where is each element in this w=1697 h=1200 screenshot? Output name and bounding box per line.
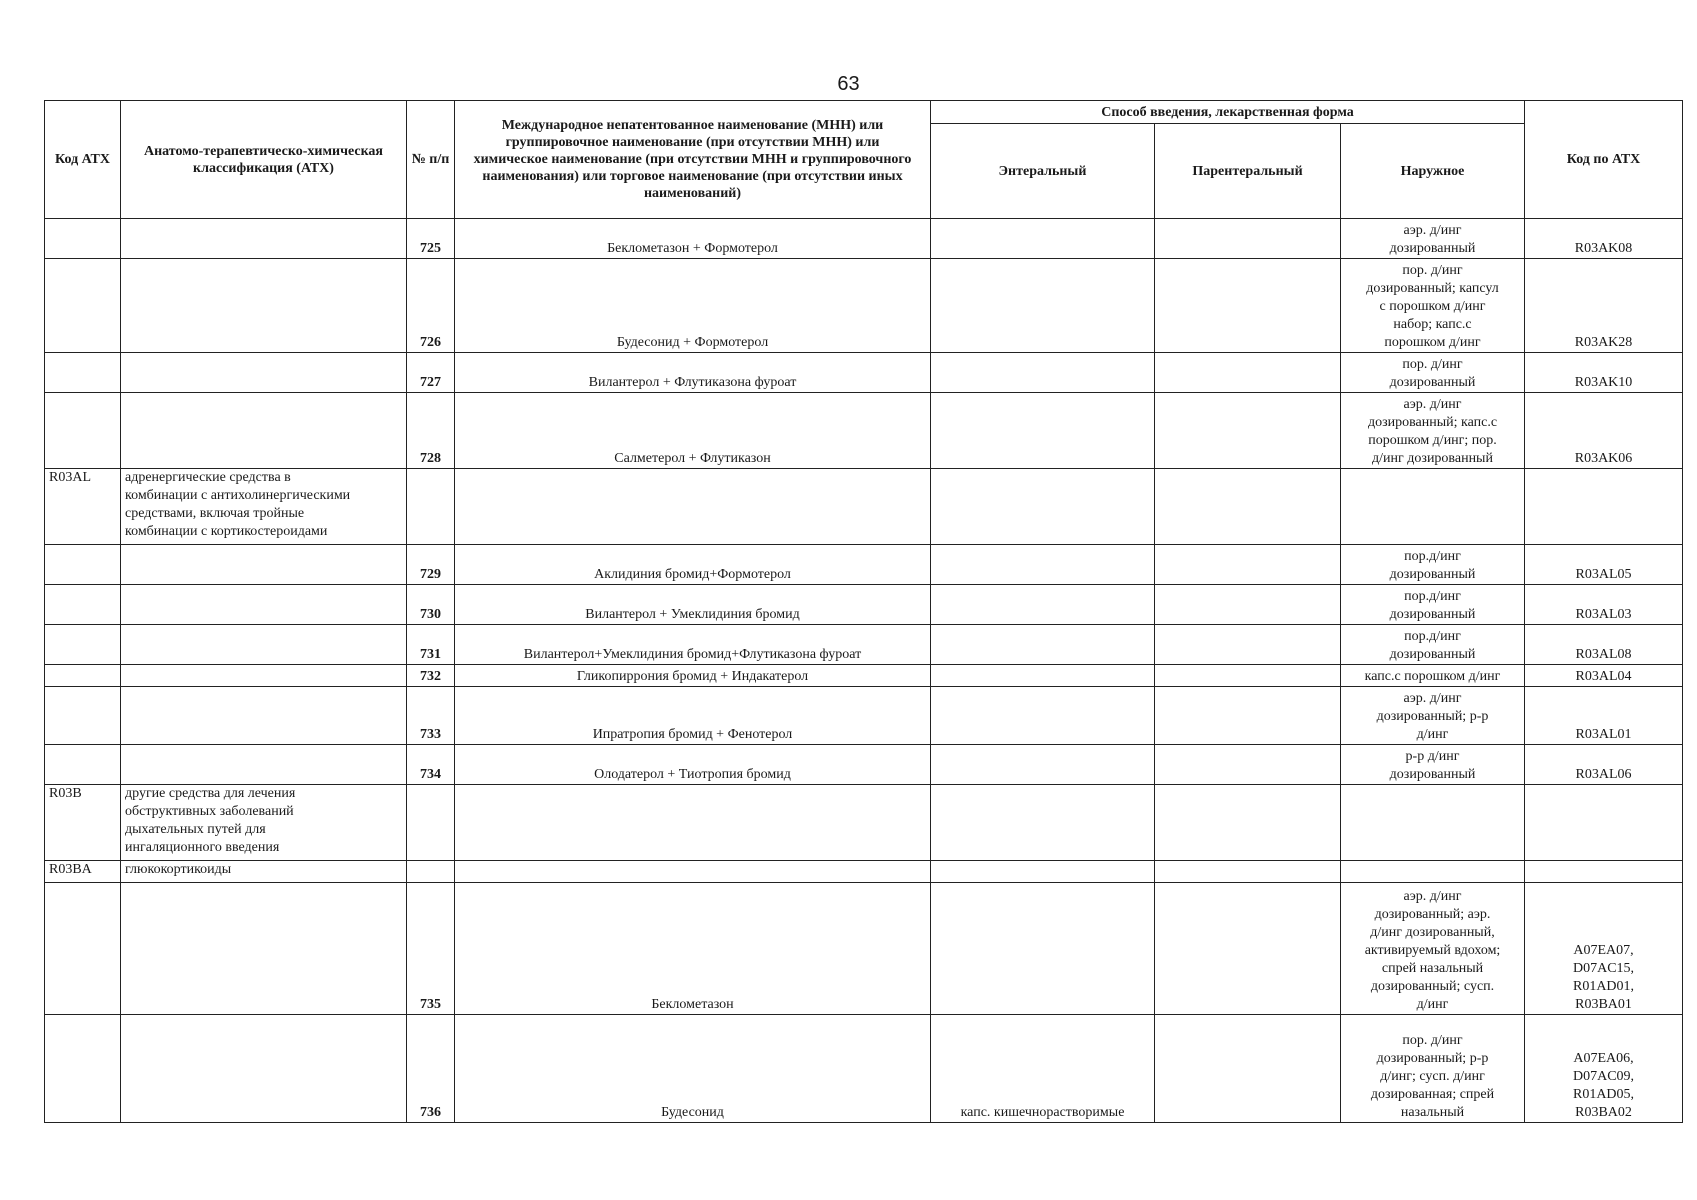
table-row xyxy=(45,665,1683,687)
cell-number: 733 xyxy=(407,687,455,745)
cell-enteral xyxy=(931,665,1155,687)
external-line: дозированный; р-р xyxy=(1376,709,1489,724)
cell-atc xyxy=(1525,625,1683,665)
cell-enteral xyxy=(931,353,1155,393)
external-line: д/инг xyxy=(1416,997,1449,1012)
cell-number: 735 xyxy=(407,883,455,1015)
cell-atc xyxy=(1525,469,1683,545)
external-line: спрей назальный xyxy=(1381,961,1484,976)
cell-atc xyxy=(1525,219,1683,259)
external-line: д/инг xyxy=(1416,727,1449,742)
cell-enteral xyxy=(931,259,1155,353)
cell-external xyxy=(1341,469,1525,545)
table-body xyxy=(45,219,1683,1123)
cell-number xyxy=(407,785,455,861)
external-line: с порошком д/инг xyxy=(1379,299,1486,314)
cell-number: 727 xyxy=(407,353,455,393)
external-line: дозированный xyxy=(1389,567,1476,582)
external-line: д/инг дозированный, xyxy=(1370,925,1495,940)
atc-line: R03AK10 xyxy=(1574,375,1633,390)
table-row xyxy=(45,745,1683,785)
atc-line: R01AD01, xyxy=(1572,979,1635,994)
table-row xyxy=(45,785,1683,861)
cell-atc xyxy=(1525,1015,1683,1123)
cell-external xyxy=(1341,219,1525,259)
cell-atc xyxy=(1525,687,1683,745)
cell-classification xyxy=(121,545,407,585)
cell-parenteral xyxy=(1155,469,1341,545)
atc-line: R03AK06 xyxy=(1574,451,1633,466)
classification-line: адренергические средства в xyxy=(125,470,291,485)
cell-code: R03AL xyxy=(45,469,121,545)
table-row xyxy=(45,625,1683,665)
cell-number: 729 xyxy=(407,545,455,585)
cell-atc xyxy=(1525,259,1683,353)
cell-classification xyxy=(121,1015,407,1123)
header-row xyxy=(45,101,1683,124)
cell-external xyxy=(1341,861,1525,883)
cell-parenteral xyxy=(1155,393,1341,469)
cell-external xyxy=(1341,393,1525,469)
cell-name: Аклидиния бромид+Формотерол xyxy=(455,545,931,585)
cell-external xyxy=(1341,883,1525,1015)
external-line: д/инг; сусп. д/инг xyxy=(1380,1069,1485,1084)
cell-code xyxy=(45,219,121,259)
cell-classification xyxy=(121,353,407,393)
atc-line: R03AL01 xyxy=(1575,727,1632,742)
cell-code: R03B xyxy=(45,785,121,861)
atc-line: A07EA06, xyxy=(1573,1051,1634,1066)
cell-atc xyxy=(1525,353,1683,393)
external-line: дозированный; аэр. xyxy=(1374,907,1491,922)
cell-classification xyxy=(121,393,407,469)
cell-enteral xyxy=(931,861,1155,883)
cell-external xyxy=(1341,745,1525,785)
table-row xyxy=(45,1015,1683,1123)
cell-atc xyxy=(1525,861,1683,883)
classification-line: дыхательных путей для xyxy=(125,822,266,837)
cell-external xyxy=(1341,1015,1525,1123)
cell-classification xyxy=(121,469,407,545)
header-number: № п/п xyxy=(407,101,455,219)
atc-line: R03AK08 xyxy=(1574,241,1633,256)
external-line: дозированный xyxy=(1389,607,1476,622)
external-line: активируемый вдохом; xyxy=(1364,943,1501,958)
table-row xyxy=(45,687,1683,745)
cell-external xyxy=(1341,585,1525,625)
cell-external xyxy=(1341,259,1525,353)
header-external: Наружное xyxy=(1341,124,1525,219)
external-line: д/инг дозированный xyxy=(1372,451,1493,466)
page-number: 63 xyxy=(837,73,860,95)
atc-line: D07AC15, xyxy=(1572,961,1635,976)
classification-line: ингаляционного введения xyxy=(125,840,280,855)
cell-name: Будесонид xyxy=(455,1015,931,1123)
cell-parenteral xyxy=(1155,665,1341,687)
cell-number: 732 xyxy=(407,665,455,687)
cell-external xyxy=(1341,785,1525,861)
cell-name: Вилантерол+Умеклидиния бромид+Флутиказона фуроат xyxy=(455,625,931,665)
external-line: пор.д/инг xyxy=(1404,589,1461,604)
cell-classification xyxy=(121,625,407,665)
atc-line: A07EA07, xyxy=(1573,943,1634,958)
cell-code xyxy=(45,687,121,745)
atc-line: R03AK28 xyxy=(1574,335,1633,350)
cell-classification xyxy=(121,259,407,353)
atc-line: R03AL05 xyxy=(1575,567,1632,582)
external-line: аэр. д/инг xyxy=(1403,889,1462,904)
external-line: пор. д/инг xyxy=(1402,357,1463,372)
cell-code xyxy=(45,1015,121,1123)
cell-parenteral xyxy=(1155,883,1341,1015)
header-route-group: Способ введения, лекарственная форма xyxy=(931,101,1525,124)
cell-number: 736 xyxy=(407,1015,455,1123)
cell-number xyxy=(407,861,455,883)
cell-enteral xyxy=(931,219,1155,259)
cell-enteral xyxy=(931,393,1155,469)
cell-code xyxy=(45,393,121,469)
external-line: аэр. д/инг xyxy=(1403,397,1462,412)
external-line: пор.д/инг xyxy=(1404,549,1461,564)
table-row xyxy=(45,259,1683,353)
classification-line: средствами, включая тройные xyxy=(125,506,305,521)
cell-classification xyxy=(121,665,407,687)
external-line: пор.д/инг xyxy=(1404,629,1461,644)
cell-number xyxy=(407,469,455,545)
cell-atc xyxy=(1525,585,1683,625)
cell-parenteral xyxy=(1155,745,1341,785)
cell-name xyxy=(455,861,931,883)
table-row xyxy=(45,545,1683,585)
cell-enteral xyxy=(931,745,1155,785)
external-line: порошком д/инг xyxy=(1384,335,1481,350)
cell-code xyxy=(45,745,121,785)
cell-number: 730 xyxy=(407,585,455,625)
atc-line: R03AL04 xyxy=(1575,669,1632,684)
cell-atc xyxy=(1525,785,1683,861)
atc-line: R03AL08 xyxy=(1575,647,1632,662)
external-line: пор. д/инг xyxy=(1402,263,1463,278)
cell-external xyxy=(1341,687,1525,745)
external-line: дозированный; капсул xyxy=(1366,281,1499,296)
table-row xyxy=(45,469,1683,545)
cell-enteral xyxy=(931,585,1155,625)
cell-code xyxy=(45,883,121,1015)
cell-classification xyxy=(121,585,407,625)
cell-code xyxy=(45,585,121,625)
cell-classification xyxy=(121,219,407,259)
cell-parenteral xyxy=(1155,861,1341,883)
cell-enteral: капс. кишечнорастворимые xyxy=(931,1015,1155,1123)
classification-line: обструктивных заболеваний xyxy=(125,804,294,819)
atc-line: R03BA01 xyxy=(1575,997,1632,1012)
header-parenteral: Парентеральный xyxy=(1155,124,1341,219)
external-line: аэр. д/инг xyxy=(1403,223,1462,238)
cell-name: Гликопиррония бромид + Индакатерол xyxy=(455,665,931,687)
external-line: дозированный xyxy=(1389,767,1476,782)
table-row xyxy=(45,219,1683,259)
cell-atc xyxy=(1525,393,1683,469)
cell-enteral xyxy=(931,883,1155,1015)
cell-parenteral xyxy=(1155,1015,1341,1123)
cell-external xyxy=(1341,545,1525,585)
table-row xyxy=(45,883,1683,1015)
cell-name: Беклометазон + Формотерол xyxy=(455,219,931,259)
cell-number: 725 xyxy=(407,219,455,259)
header-classification: Анатомо-терапевтическо-химическая классификация (АТХ) xyxy=(121,101,407,219)
cell-name: Салметерол + Флутиказон xyxy=(455,393,931,469)
cell-code xyxy=(45,545,121,585)
classification-line: глюкокортикоиды xyxy=(125,862,232,877)
external-line: р-р д/инг xyxy=(1405,749,1460,764)
cell-external xyxy=(1341,625,1525,665)
header-enteral: Энтеральный xyxy=(931,124,1155,219)
atc-line: R03AL03 xyxy=(1575,607,1632,622)
atx-table xyxy=(44,100,1683,1123)
cell-atc xyxy=(1525,545,1683,585)
cell-parenteral xyxy=(1155,785,1341,861)
cell-enteral xyxy=(931,469,1155,545)
external-line: порошком д/инг; пор. xyxy=(1368,433,1497,448)
atc-line: R03BA02 xyxy=(1575,1105,1632,1120)
external-line: дозированный xyxy=(1389,647,1476,662)
cell-name xyxy=(455,785,931,861)
cell-name xyxy=(455,469,931,545)
table-row xyxy=(45,353,1683,393)
atc-line: R01AD05, xyxy=(1572,1087,1635,1102)
cell-number: 731 xyxy=(407,625,455,665)
external-line: назальный xyxy=(1400,1105,1465,1120)
cell-name: Вилантерол + Флутиказона фуроат xyxy=(455,353,931,393)
cell-number: 734 xyxy=(407,745,455,785)
cell-number: 728 xyxy=(407,393,455,469)
cell-name: Будесонид + Формотерол xyxy=(455,259,931,353)
external-line: пор. д/инг xyxy=(1402,1033,1463,1048)
cell-parenteral xyxy=(1155,259,1341,353)
cell-classification xyxy=(121,745,407,785)
external-line: дозированный xyxy=(1389,241,1476,256)
cell-name: Олодатерол + Тиотропия бромид xyxy=(455,745,931,785)
external-line: дозированный xyxy=(1389,375,1476,390)
cell-enteral xyxy=(931,687,1155,745)
cell-classification xyxy=(121,861,407,883)
classification-line: другие средства для лечения xyxy=(125,786,296,801)
cell-number: 726 xyxy=(407,259,455,353)
header-atc-code: Код по АТХ xyxy=(1525,101,1683,219)
cell-external xyxy=(1341,665,1525,687)
header-name: Международное непатентованное наименование (МНН) или группировочное наименование (при отсутствии МНН) или химическое наименование (при отсутствии МНН и группировочного наименования) или торговое наименование (при отсутствии иных наименований) xyxy=(455,101,931,219)
external-line: дозированный; р-р xyxy=(1376,1051,1489,1066)
cell-enteral xyxy=(931,785,1155,861)
cell-external xyxy=(1341,353,1525,393)
table-row xyxy=(45,585,1683,625)
cell-code xyxy=(45,259,121,353)
cell-code xyxy=(45,625,121,665)
cell-parenteral xyxy=(1155,545,1341,585)
cell-code: R03BA xyxy=(45,861,121,883)
cell-parenteral xyxy=(1155,687,1341,745)
cell-code xyxy=(45,353,121,393)
cell-enteral xyxy=(931,625,1155,665)
external-line: капс.с порошком д/инг xyxy=(1364,669,1501,684)
cell-enteral xyxy=(931,545,1155,585)
cell-name: Беклометазон xyxy=(455,883,931,1015)
cell-atc xyxy=(1525,883,1683,1015)
cell-classification xyxy=(121,883,407,1015)
cell-classification xyxy=(121,687,407,745)
cell-classification xyxy=(121,785,407,861)
cell-parenteral xyxy=(1155,353,1341,393)
table-row xyxy=(45,393,1683,469)
external-line: дозированный; капс.с xyxy=(1367,415,1498,430)
cell-atc xyxy=(1525,665,1683,687)
cell-parenteral xyxy=(1155,625,1341,665)
cell-parenteral xyxy=(1155,585,1341,625)
header-code: Код АТХ xyxy=(45,101,121,219)
cell-atc xyxy=(1525,745,1683,785)
external-line: аэр. д/инг xyxy=(1403,691,1462,706)
external-line: дозированная; спрей xyxy=(1370,1087,1495,1102)
cell-name: Ипратропия бромид + Фенотерол xyxy=(455,687,931,745)
cell-code xyxy=(45,665,121,687)
classification-line: комбинации с антихолинергическими xyxy=(125,488,351,503)
external-line: дозированный; сусп. xyxy=(1370,979,1495,994)
external-line: набор; капс.с xyxy=(1393,317,1472,332)
cell-parenteral xyxy=(1155,219,1341,259)
table-row xyxy=(45,861,1683,883)
cell-name: Вилантерол + Умеклидиния бромид xyxy=(455,585,931,625)
atc-line: D07AC09, xyxy=(1572,1069,1635,1084)
classification-line: комбинации с кортикостероидами xyxy=(125,524,328,539)
atc-line: R03AL06 xyxy=(1575,767,1632,782)
